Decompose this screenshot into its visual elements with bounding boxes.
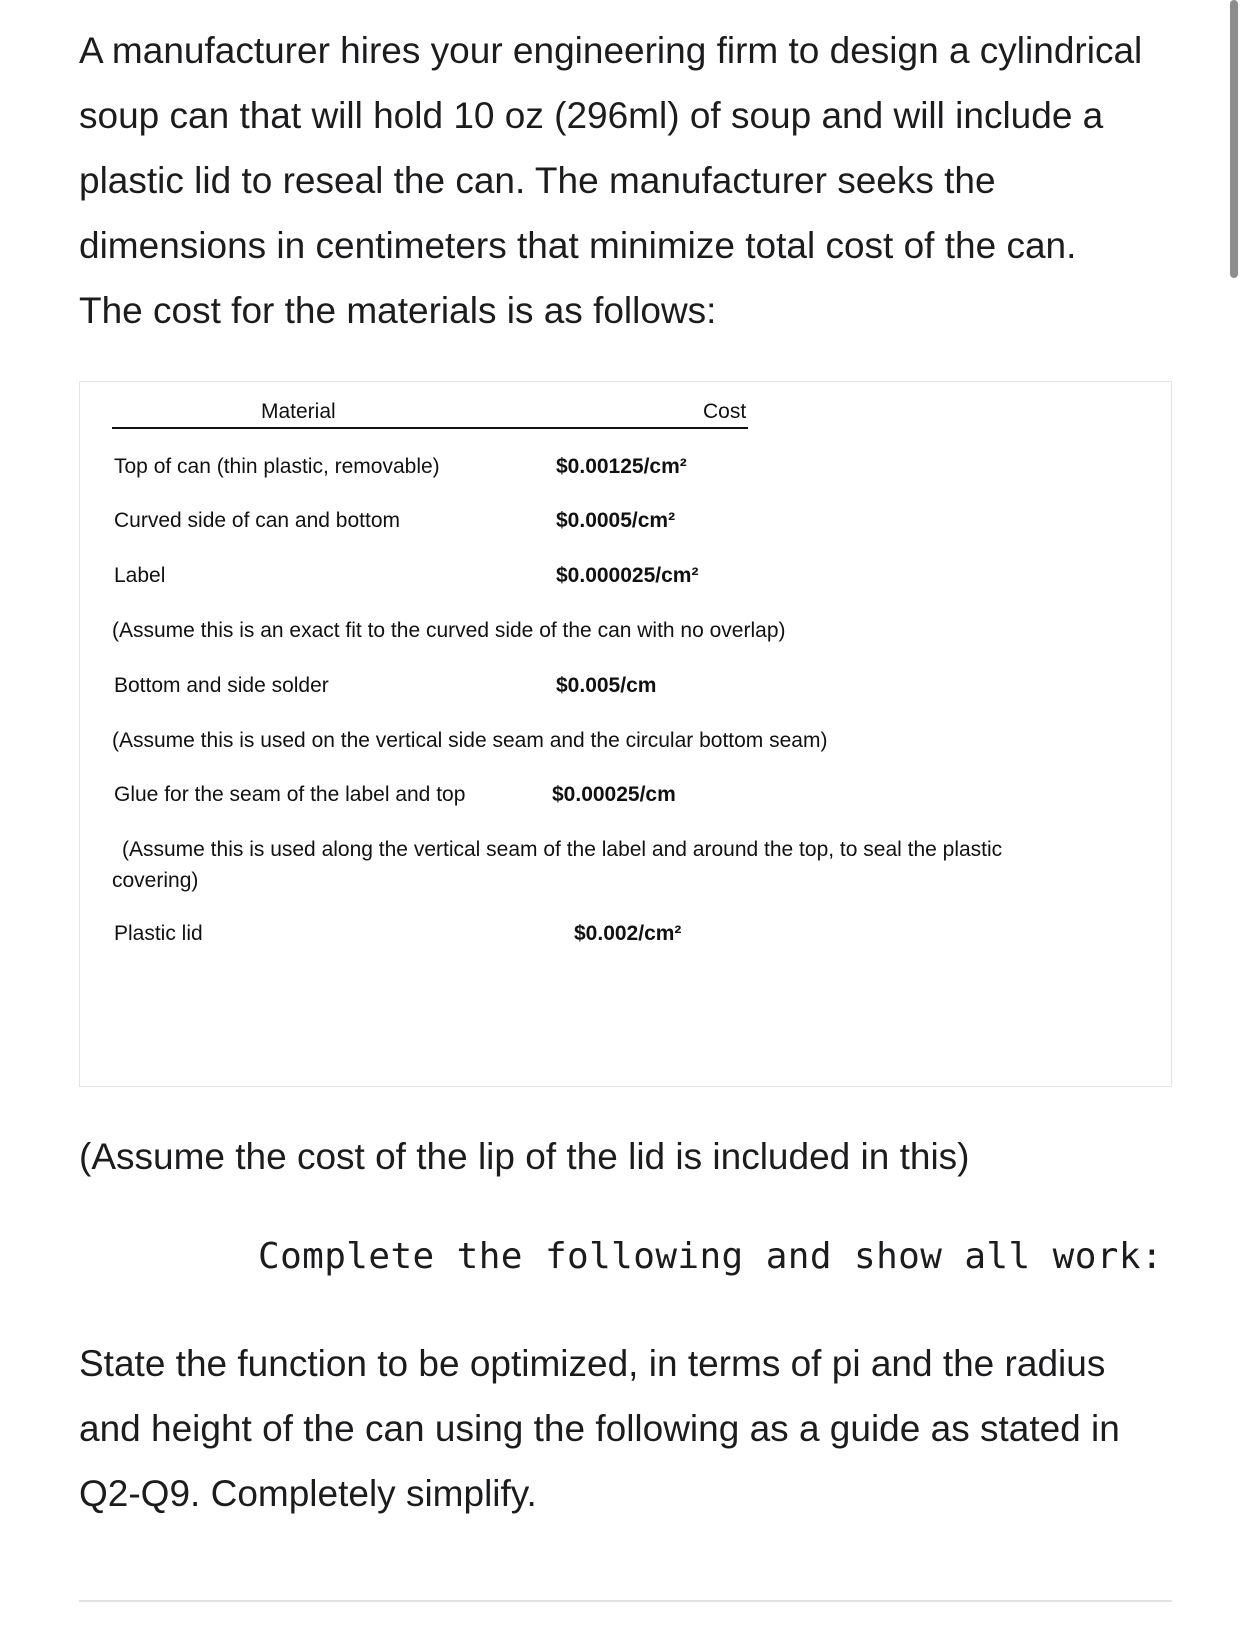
divider bbox=[79, 1600, 1172, 1602]
table-row-material: Glue for the seam of the label and top bbox=[114, 783, 466, 806]
table-note: (Assume this is an exact fit to the curved side of the can with no overlap) bbox=[112, 619, 786, 642]
table-row-material: Plastic lid bbox=[114, 922, 203, 945]
instruction-text: Complete the following and show all work: bbox=[258, 1236, 1164, 1277]
table-header-cost: Cost bbox=[703, 400, 747, 423]
lid-note: (Assume the cost of the lip of the lid is included in this) bbox=[79, 1136, 970, 1177]
question-paragraph bbox=[79, 1331, 1199, 1526]
question-line: State the function to be optimized, in terms of pi and the radius bbox=[79, 1343, 1106, 1384]
table-header-underline bbox=[112, 427, 748, 429]
table-row-cost: $0.00025/cm bbox=[552, 783, 676, 806]
table-note: (Assume this is used on the vertical side seam and the circular bottom seam) bbox=[112, 729, 828, 752]
table-header-material: Material bbox=[261, 400, 336, 423]
table-row-material: Curved side of can and bottom bbox=[114, 509, 401, 532]
table-row-material: Top of can (thin plastic, removable) bbox=[114, 455, 440, 478]
intro-paragraph bbox=[79, 18, 1189, 343]
intro-line: plastic lid to reseal the can. The manufacturer seeks the bbox=[79, 160, 996, 201]
table-row-cost: $0.000025/cm² bbox=[556, 564, 699, 587]
table-row-material: Bottom and side solder bbox=[114, 674, 329, 697]
table-row-cost: $0.00125/cm² bbox=[556, 455, 687, 478]
question-line: and height of the can using the following as a guide as stated in bbox=[79, 1408, 1120, 1449]
intro-line: dimensions in centimeters that minimize total cost of the can. bbox=[79, 225, 1077, 266]
scrollbar[interactable] bbox=[1230, 0, 1238, 278]
intro-line: soup can that will hold 10 oz (296ml) of soup and will include a bbox=[79, 95, 1104, 136]
table-note: (Assume this is used along the vertical seam of the label and around the top, to seal the plastic bbox=[122, 838, 1003, 861]
intro-line: The cost for the materials is as follows: bbox=[79, 290, 717, 331]
question-line: Q2-Q9. Completely simplify. bbox=[79, 1473, 537, 1514]
intro-line: A manufacturer hires your engineering firm to design a cylindrical bbox=[79, 30, 1143, 71]
table-row-cost: $0.002/cm² bbox=[574, 922, 682, 945]
table-row-material: Label bbox=[114, 564, 166, 587]
table-row-cost: $0.005/cm bbox=[556, 674, 657, 697]
table-note: covering) bbox=[112, 869, 199, 892]
table-row-cost: $0.0005/cm² bbox=[556, 509, 676, 532]
